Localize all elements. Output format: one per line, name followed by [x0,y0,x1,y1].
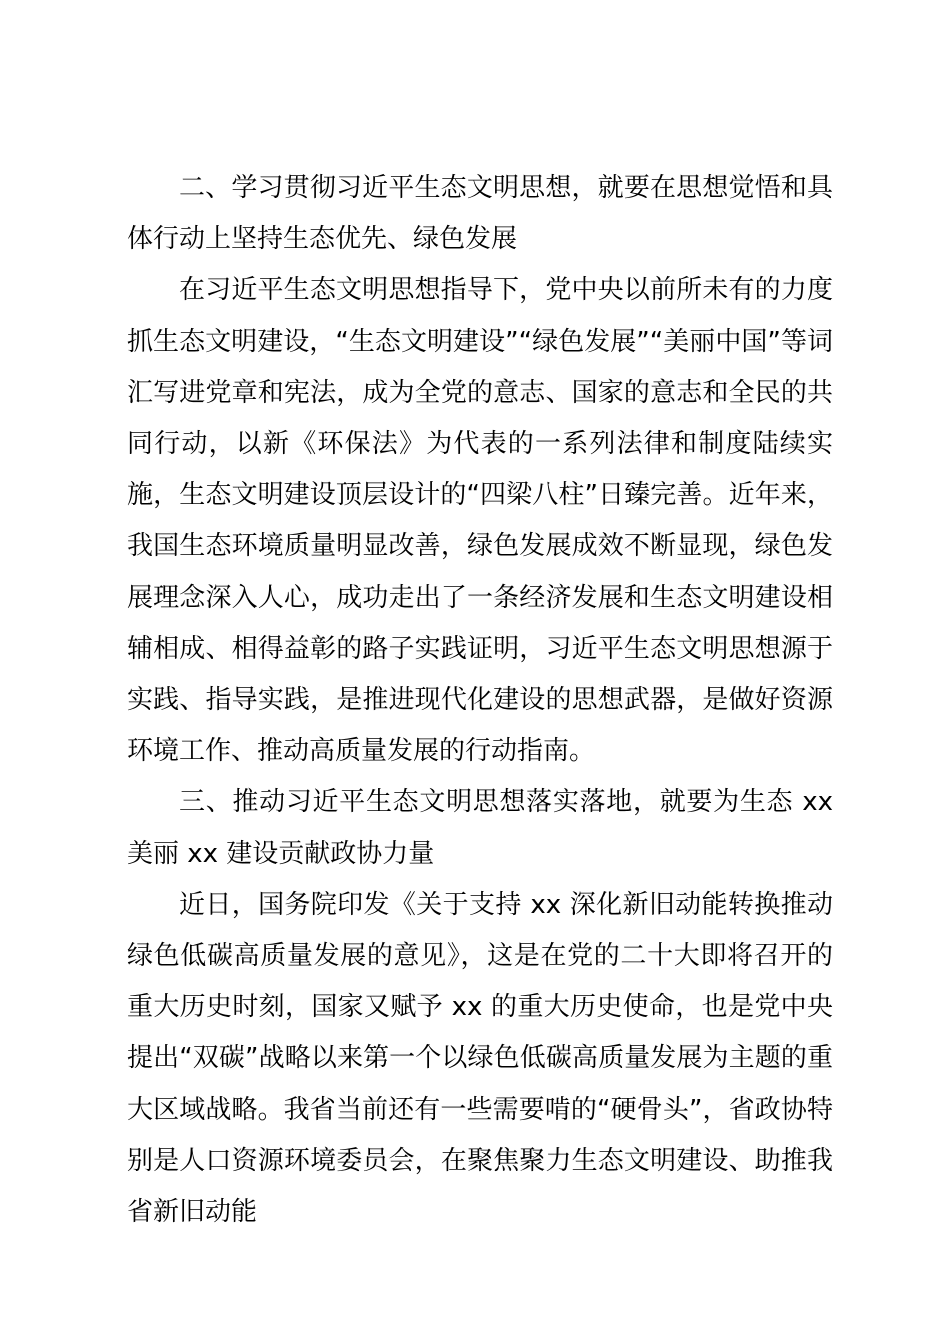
body-paragraph: 近日，国务院印发《关于支持 xx 深化新旧动能转换推动绿色低碳高质量发展的意见》，这是在党的二十大即将召开的重大历史时刻，国家又赋予 xx 的重大历史使命，也是党中央提出“双碳”战略以来第一个以绿色低碳高质量发展为主题的重大区域战略。我省当前还有一些需要啃的“硬骨头”，省政协特别是人口资源环境委员会，在聚焦聚力生态文明建设、助推我省新旧动能 [127,889,833,1228]
body-paragraph: 在习近平生态文明思想指导下，党中央以前所未有的力度抓生态文明建设，“生态文明建设”“绿色发展”“美丽中国”等词汇写进党章和宪法，成为全党的意志、国家的意志和全民的共同行动，以新《环保法》为代表的一系列法律和制度陆续实施，生态文明建设顶层设计的“四梁八柱”日臻完善。近年来，我国生态环境质量明显改善，绿色发展成效不断显现，绿色发展理念深入人心，成功走出了一条经济发展和生态文明建设相辅相成、相得益彰的路子实践证明，习近平生态文明思想源于实践、指导实践，是推进现代化建设的思想武器，是做好资源环境工作、推动高质量发展的行动指南。 [127,275,833,767]
document-body [127,163,833,1238]
section-heading-two: 二、学习贯彻习近平生态文明思想，就要在思想觉悟和具体行动上坚持生态优先、绿色发展 [127,173,833,255]
section-heading-three: 三、推动习近平生态文明思想落实落地，就要为生态 xx 美丽 xx 建设贡献政协力量 [127,787,833,869]
